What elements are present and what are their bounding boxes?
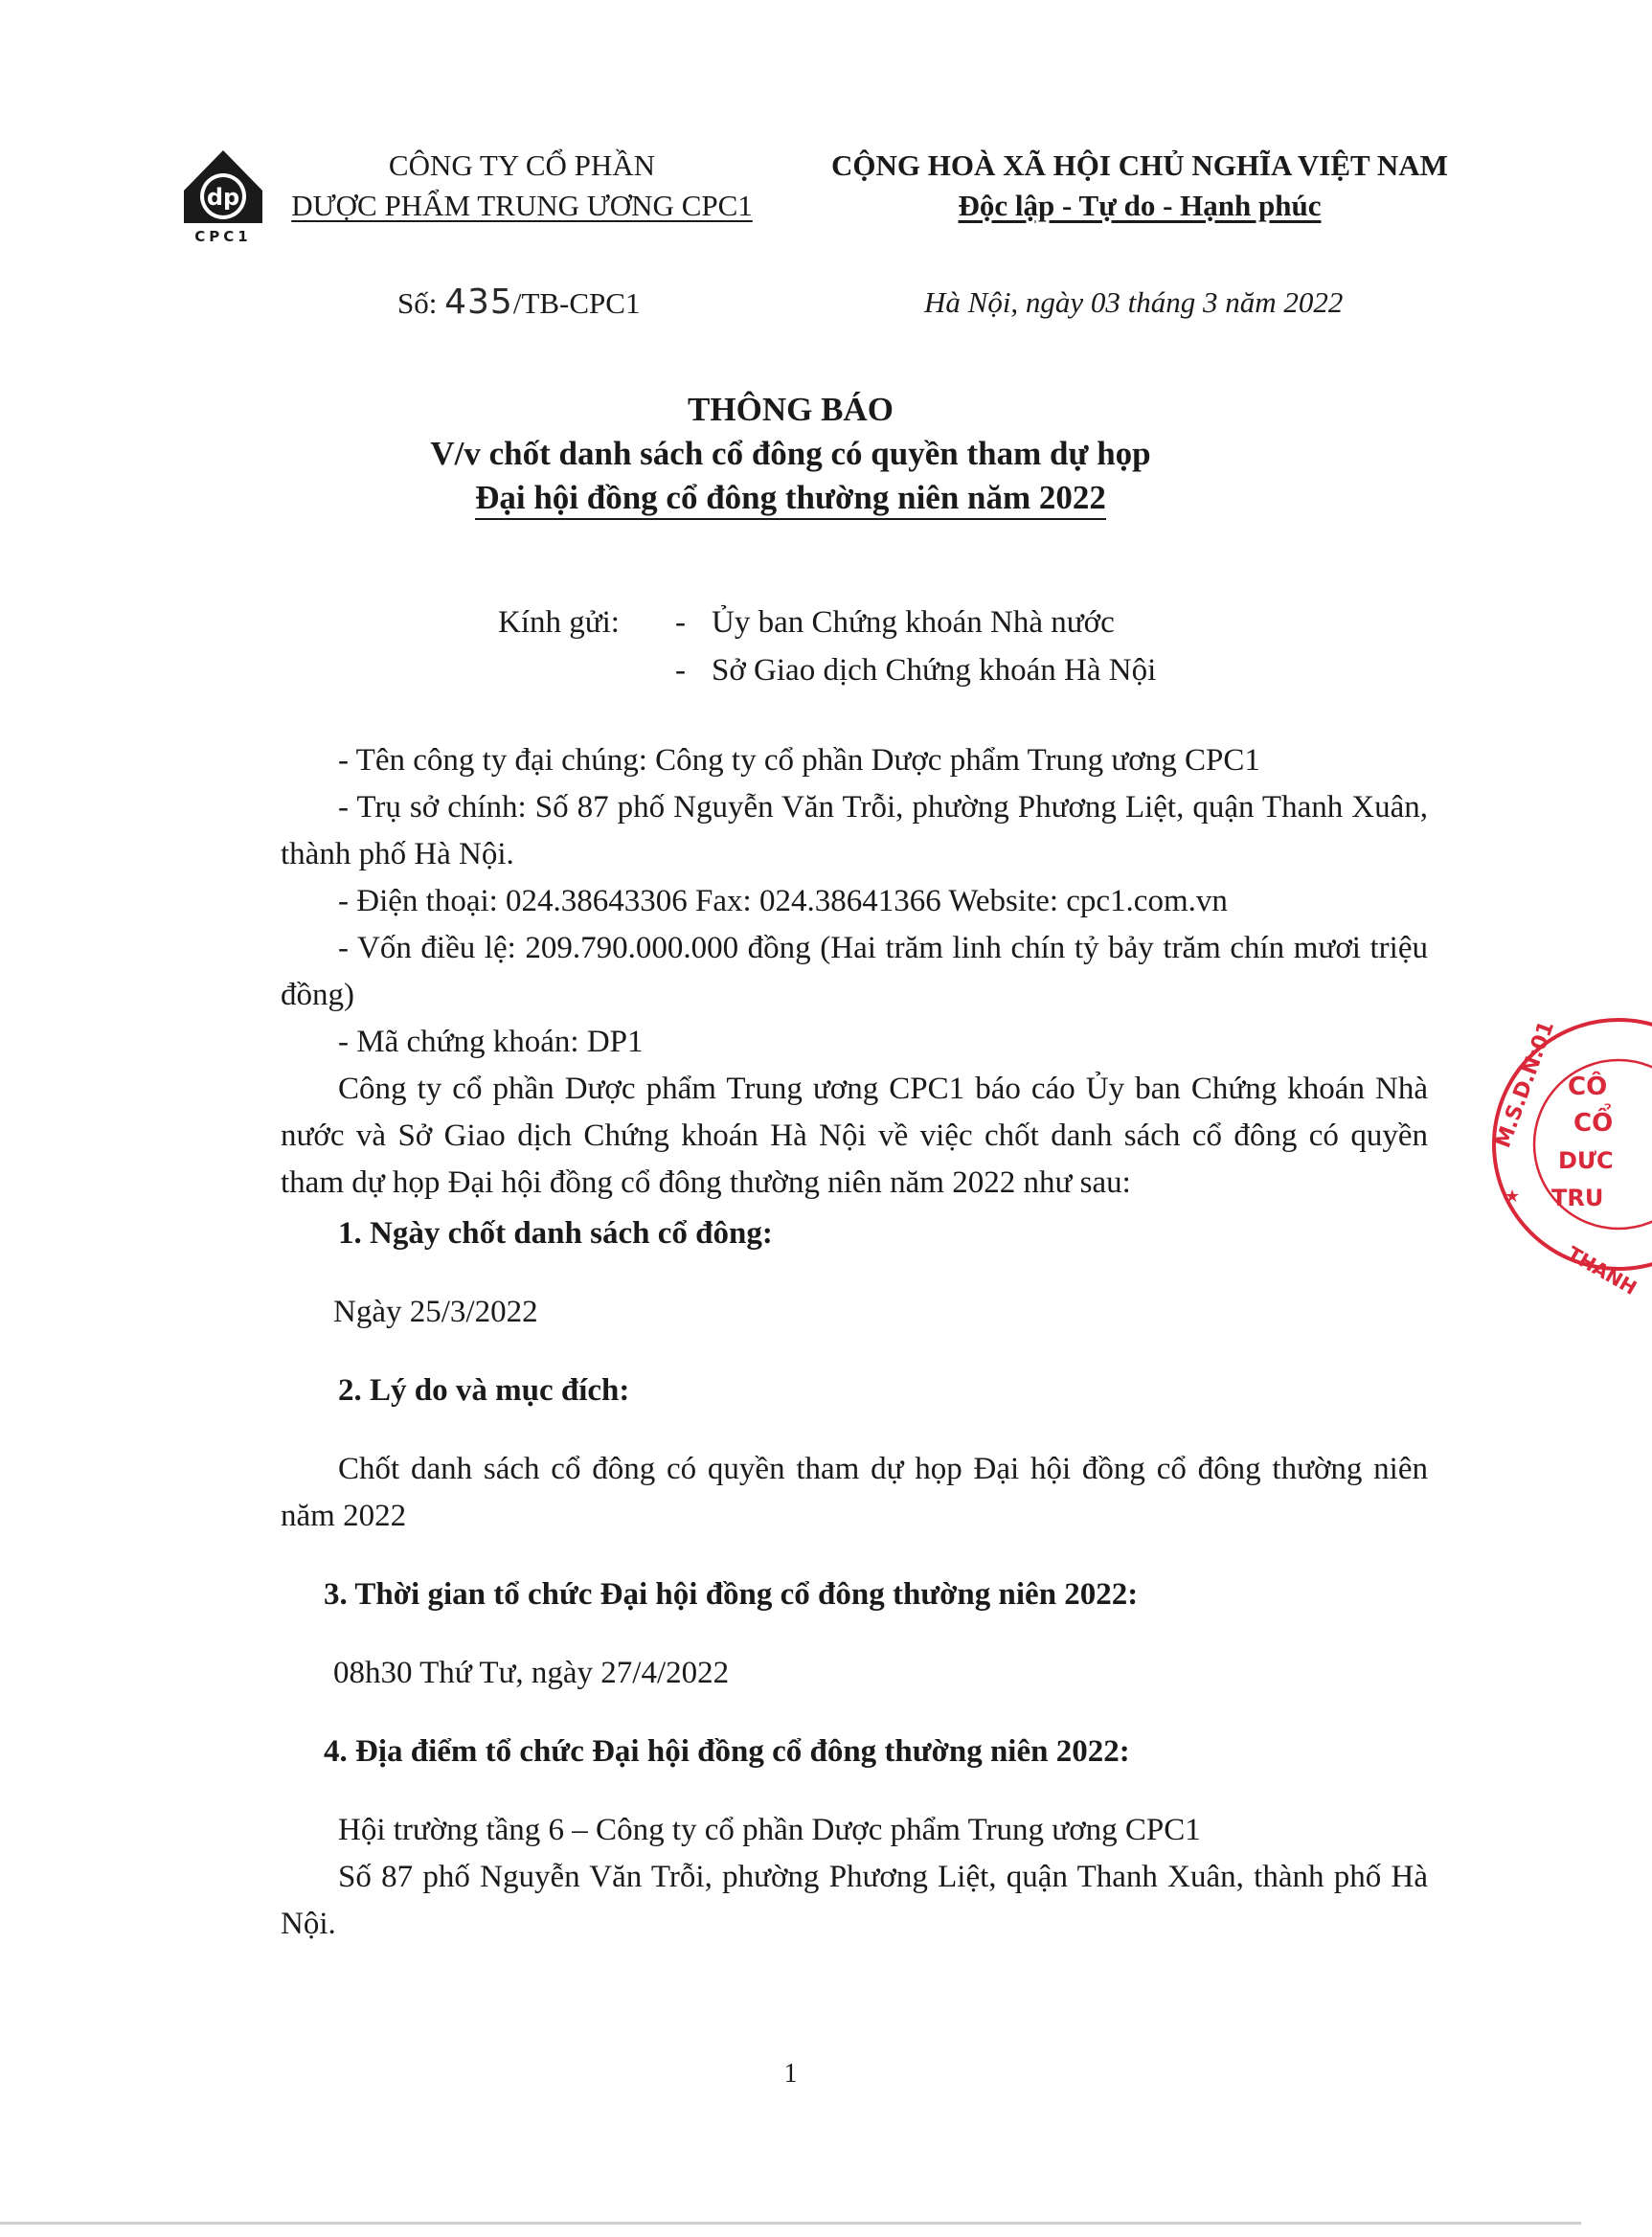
svg-text:TRU: TRU [1551, 1185, 1604, 1211]
doc-number-handwritten: 435 [444, 282, 513, 322]
recipients: Kính gửi: - Ủy ban Chứng khoán Nhà nước - Sở Giao dịch Chứng khoán Hà Nội [498, 599, 1156, 694]
svg-text:CÔ: CÔ [1568, 1073, 1608, 1101]
info-headquarters: - Trụ sở chính: Số 87 phố Nguyễn Văn Trỗi, phường Phương Liệt, quận Thanh Xuân, thành phố Hà Nội. [281, 790, 1428, 871]
section-2-heading: 2. Lý do và mục đích: [338, 1373, 630, 1408]
company-line1: CÔNG TY CỔ PHẦN [388, 148, 656, 182]
national-header [809, 146, 1470, 226]
doc-number-prefix: Số: [397, 286, 438, 320]
recipient-item: Sở Giao dịch Chứng khoán Hà Nội [712, 653, 1157, 688]
logo-text: CPC1 [194, 228, 252, 245]
section-1-heading: 1. Ngày chốt danh sách cổ đông: [338, 1216, 773, 1251]
logo-mark: dp [206, 184, 240, 211]
company-logo [182, 148, 264, 244]
nation-line1: CỘNG HOÀ XÃ HỘI CHỦ NGHĨA VIỆT NAM [831, 148, 1448, 182]
info-contact: - Điện thoại: 024.38643306 Fax: 024.38641366 Website: cpc1.com.vn [338, 884, 1228, 918]
intro-paragraph: Công ty cổ phần Dược phẩm Trung ương CPC1 báo cáo Ủy ban Chứng khoán Nhà nước và Sở Giao dịch Chứng khoán Hà Nội về việc chốt danh sách cổ đông có quyền tham dự họp Đại hội đồng cổ đông thường niên năm 2022 như sau: [281, 1072, 1428, 1200]
nation-motto: Độc lập - Tự do - Hạnh phúc [958, 189, 1322, 222]
section-4-body-line2: Số 87 phố Nguyễn Văn Trỗi, phường Phương Liệt, quận Thanh Xuân, thành phố Hà Nội. [281, 1860, 1428, 1941]
svg-text:DƯC: DƯC [1558, 1147, 1614, 1174]
doc-number-suffix: /TB-CPC1 [512, 286, 641, 320]
document-date: Hà Nội, ngày 03 tháng 3 năm 2022 [924, 285, 1344, 319]
document-number [397, 282, 640, 322]
page-number: 1 [783, 2059, 798, 2089]
title-line2: V/v chốt danh sách cổ đông có quyền tham dự họp [430, 435, 1151, 472]
svg-text:CỔ: CỔ [1573, 1109, 1614, 1138]
document-body [281, 737, 1428, 1948]
section-4-heading: 4. Địa điểm tổ chức Đại hội đồng cổ đông thường niên 2022: [324, 1734, 1130, 1769]
svg-text:THANH: THANH [1563, 1241, 1641, 1300]
recipients-label: Kính gửi: [498, 605, 620, 640]
info-capital: - Vốn điều lệ: 209.790.000.000 đồng (Hai trăm linh chín tỷ bảy trăm chín mươi triệu đồng) [281, 931, 1428, 1012]
title-line1: THÔNG BÁO [688, 391, 894, 428]
info-company-name: - Tên công ty đại chúng: Công ty cổ phần Dược phẩm Trung ương CPC1 [338, 743, 1260, 778]
company-line2: DƯỢC PHẨM TRUNG ƯƠNG CPC1 [291, 189, 753, 222]
section-2-body: Chốt danh sách cổ đông có quyền tham dự họp Đại hội đồng cổ đông thường niên năm 2022 [281, 1452, 1428, 1533]
section-3-heading: 3. Thời gian tổ chức Đại hội đồng cổ đông thường niên 2022: [324, 1577, 1139, 1612]
svg-text:M.S.D.N:01: M.S.D.N:01 [1491, 1017, 1560, 1152]
title-line3: Đại hội đồng cổ đông thường niên năm 2022 [0, 476, 1581, 520]
section-3-body: 08h30 Thứ Tư, ngày 27/4/2022 [333, 1656, 730, 1690]
recipient-item: Ủy ban Chứng khoán Nhà nước [712, 605, 1115, 640]
company-header [263, 146, 781, 226]
scan-edge [0, 2222, 1581, 2225]
company-seal [1480, 1010, 1652, 1300]
info-stock-code: - Mã chứng khoán: DP1 [338, 1025, 644, 1059]
document-title [0, 388, 1581, 520]
section-4-body-line1: Hội trường tầng 6 – Công ty cổ phần Dược phẩm Trung ương CPC1 [338, 1813, 1201, 1847]
svg-text:★: ★ [1505, 1186, 1521, 1207]
section-1-body: Ngày 25/3/2022 [333, 1295, 538, 1329]
